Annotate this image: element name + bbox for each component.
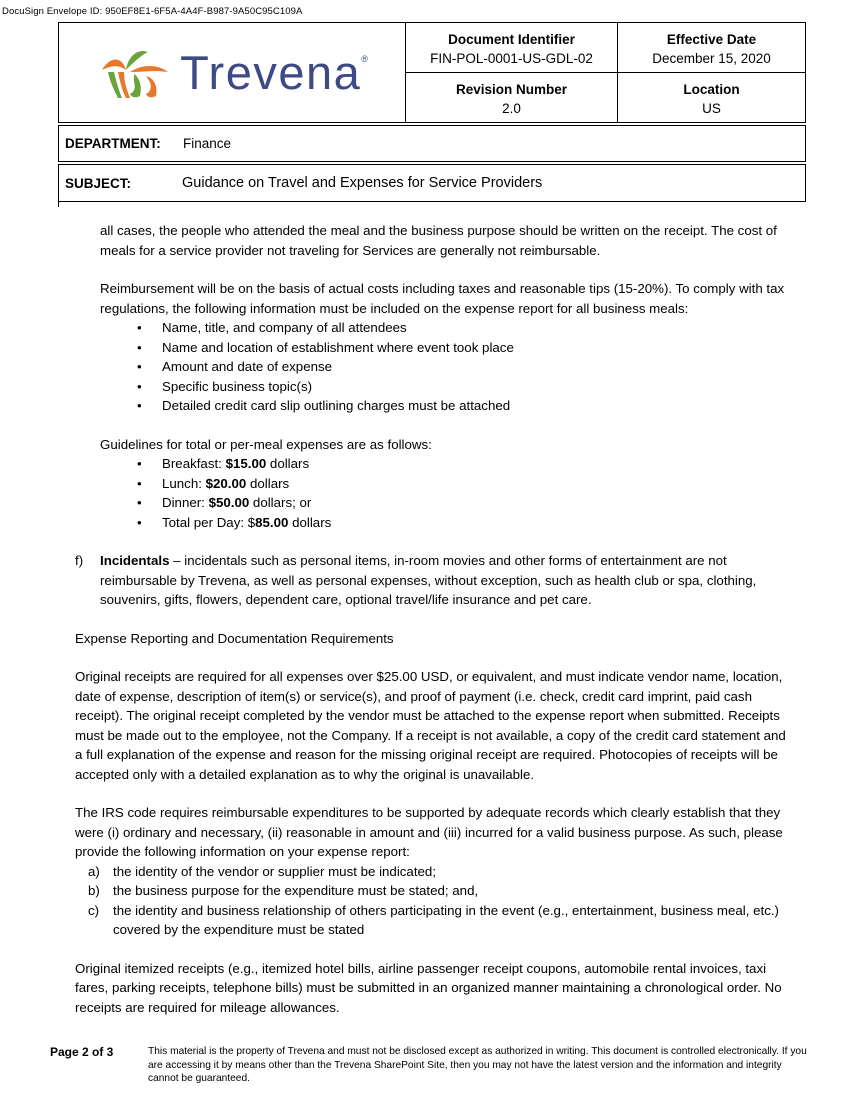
list-item: • Specific business topic(s) (137, 377, 795, 397)
paragraph-reimbursement: Reimbursement will be on the basis of actual costs including taxes and reasonable tips (15-20%). To comply with tax regulations, the following information must be included on the expense report for all business meals: (100, 281, 785, 316)
list-item: c) the identity and business relationship of others participating in the event (e.g., entertainment, business meal, etc.) covered by the expenditure must be stated (88, 902, 779, 937)
department-row (58, 125, 806, 162)
subject-value: Guidance on Travel and Expenses for Service Providers (182, 175, 543, 191)
paragraph-guidelines: Guidelines for total or per-meal expenses are as follows: (100, 436, 432, 452)
location-cell (618, 73, 806, 123)
trevena-logo (59, 25, 405, 121)
envelope-id: DocuSign Envelope ID: 950EF8E1-6F5A-4A4F-B987-9A50C95C109A (2, 6, 303, 17)
subject-row (58, 164, 806, 202)
incidentals-item (75, 551, 795, 610)
doc-id-cell (406, 23, 618, 73)
footer-disclaimer: This material is the property of Trevena and must not be disclosed except as authorized in writing. This document is controlled electronically. If you are accessing it by means other than the Trevena SharePoint Site, then you may not have the latest version and the information and integrity cannot be guaranteed. (148, 1046, 807, 1084)
effective-date-label: Effective Date (666, 31, 757, 47)
list-item: • Total per Day: $85.00 dollars (137, 513, 795, 533)
revision-cell (406, 73, 618, 123)
list-item: • Breakfast: $15.00 dollars (137, 454, 795, 474)
list-item: • Dinner: $50.00 dollars; or (137, 493, 795, 513)
department-value: Finance (183, 136, 232, 151)
paragraph-original-receipts: Original receipts are required for all expenses over $25.00 USD, or equivalent, and must indicate vendor name, location, date of expense, description of item(s) or service(s), and proof of payment (i.e. check, credit card imprint, paid cash receipt). The original receipt completed by the vendor must be attached to the expense report when submitted. Receipts must be made out to the employee, not the Company. If a receipt is not available, a copy of the credit card statement and a full explanation of the expense and reason for the missing original receipt are required. Photocopies of receipts will be accepted only with a detailed explanation as to why the original is unavailable. (75, 669, 786, 782)
effective-date-cell (618, 23, 806, 73)
department-label: DEPARTMENT: (65, 136, 161, 151)
incidentals-marker: f) (75, 553, 84, 568)
paragraph-itemized-receipts: Original itemized receipts (e.g., itemized hotel bills, airline passenger receipt coupons, automobile rental invoices, taxi fares, parking receipts, telephone bills) must be submitted in an organized manner maintaining a chronological order. No receipts are required for mileage allowances. (75, 960, 782, 1015)
page-footer (50, 1045, 810, 1086)
revision-label: Revision Number (455, 81, 568, 97)
trevena-leaf-icon (96, 42, 176, 104)
irs-requirements-list (75, 862, 795, 940)
list-item: • Lunch: $20.00 dollars (137, 474, 795, 494)
list-item: b) the business purpose for the expenditure must be stated; and, (88, 883, 479, 898)
section-heading: Expense Reporting and Documentation Requirements (75, 630, 394, 646)
paragraph-meal-receipt: all cases, the people who attended the meal and the business purpose should be written on the receipt. The cost of meals for a service provider not traveling for Services are generally not reimbursable. (100, 223, 777, 258)
logo-registered-mark: ® (361, 53, 368, 64)
header-left-rule (58, 200, 59, 207)
doc-id-value: FIN-POL-0001-US-GDL-02 (430, 50, 593, 66)
meal-info-list (75, 318, 795, 416)
list-item: a) the identity of the vendor or supplier must be indicated; (88, 863, 437, 879)
logo-cell (59, 23, 406, 123)
doc-id-label: Document Identifier (448, 31, 575, 47)
document-header-table (58, 22, 806, 123)
logo-wordmark: Trevena (180, 46, 362, 99)
list-item: • Detailed credit card slip outlining charges must be attached (137, 396, 795, 416)
revision-value: 2.0 (502, 100, 521, 116)
location-value: US (702, 100, 721, 116)
page-content (75, 221, 795, 1017)
list-item: • Amount and date of expense (137, 357, 795, 377)
paragraph-irs-code: The IRS code requires reimbursable expenditures to be supported by adequate records which clearly establish that they were (i) ordinary and necessary, (ii) reasonable in amount and (iii) incurred for a valid business purpose. As such, please provide the following information on your expense report: (75, 805, 783, 859)
incidentals-title: Incidentals (100, 553, 170, 568)
location-label: Location (683, 81, 740, 97)
list-item: • Name, title, and company of all attendees (137, 318, 795, 338)
page-number: Page 2 of 3 (50, 1045, 114, 1059)
effective-date-value: December 15, 2020 (652, 50, 771, 66)
subject-label: SUBJECT: (65, 175, 132, 191)
incidentals-text: – incidentals such as personal items, in-room movies and other forms of entertainment are not reimbursable by Trevena, as well as personal expenses, without exception, such as health club or spa, clothing, souvenirs, gifts, flowers, dependent care, optional travel/life insurance and pet care. (100, 553, 757, 607)
list-item: • Name and location of establishment where event took place (137, 338, 795, 358)
meal-limit-list (75, 454, 795, 532)
